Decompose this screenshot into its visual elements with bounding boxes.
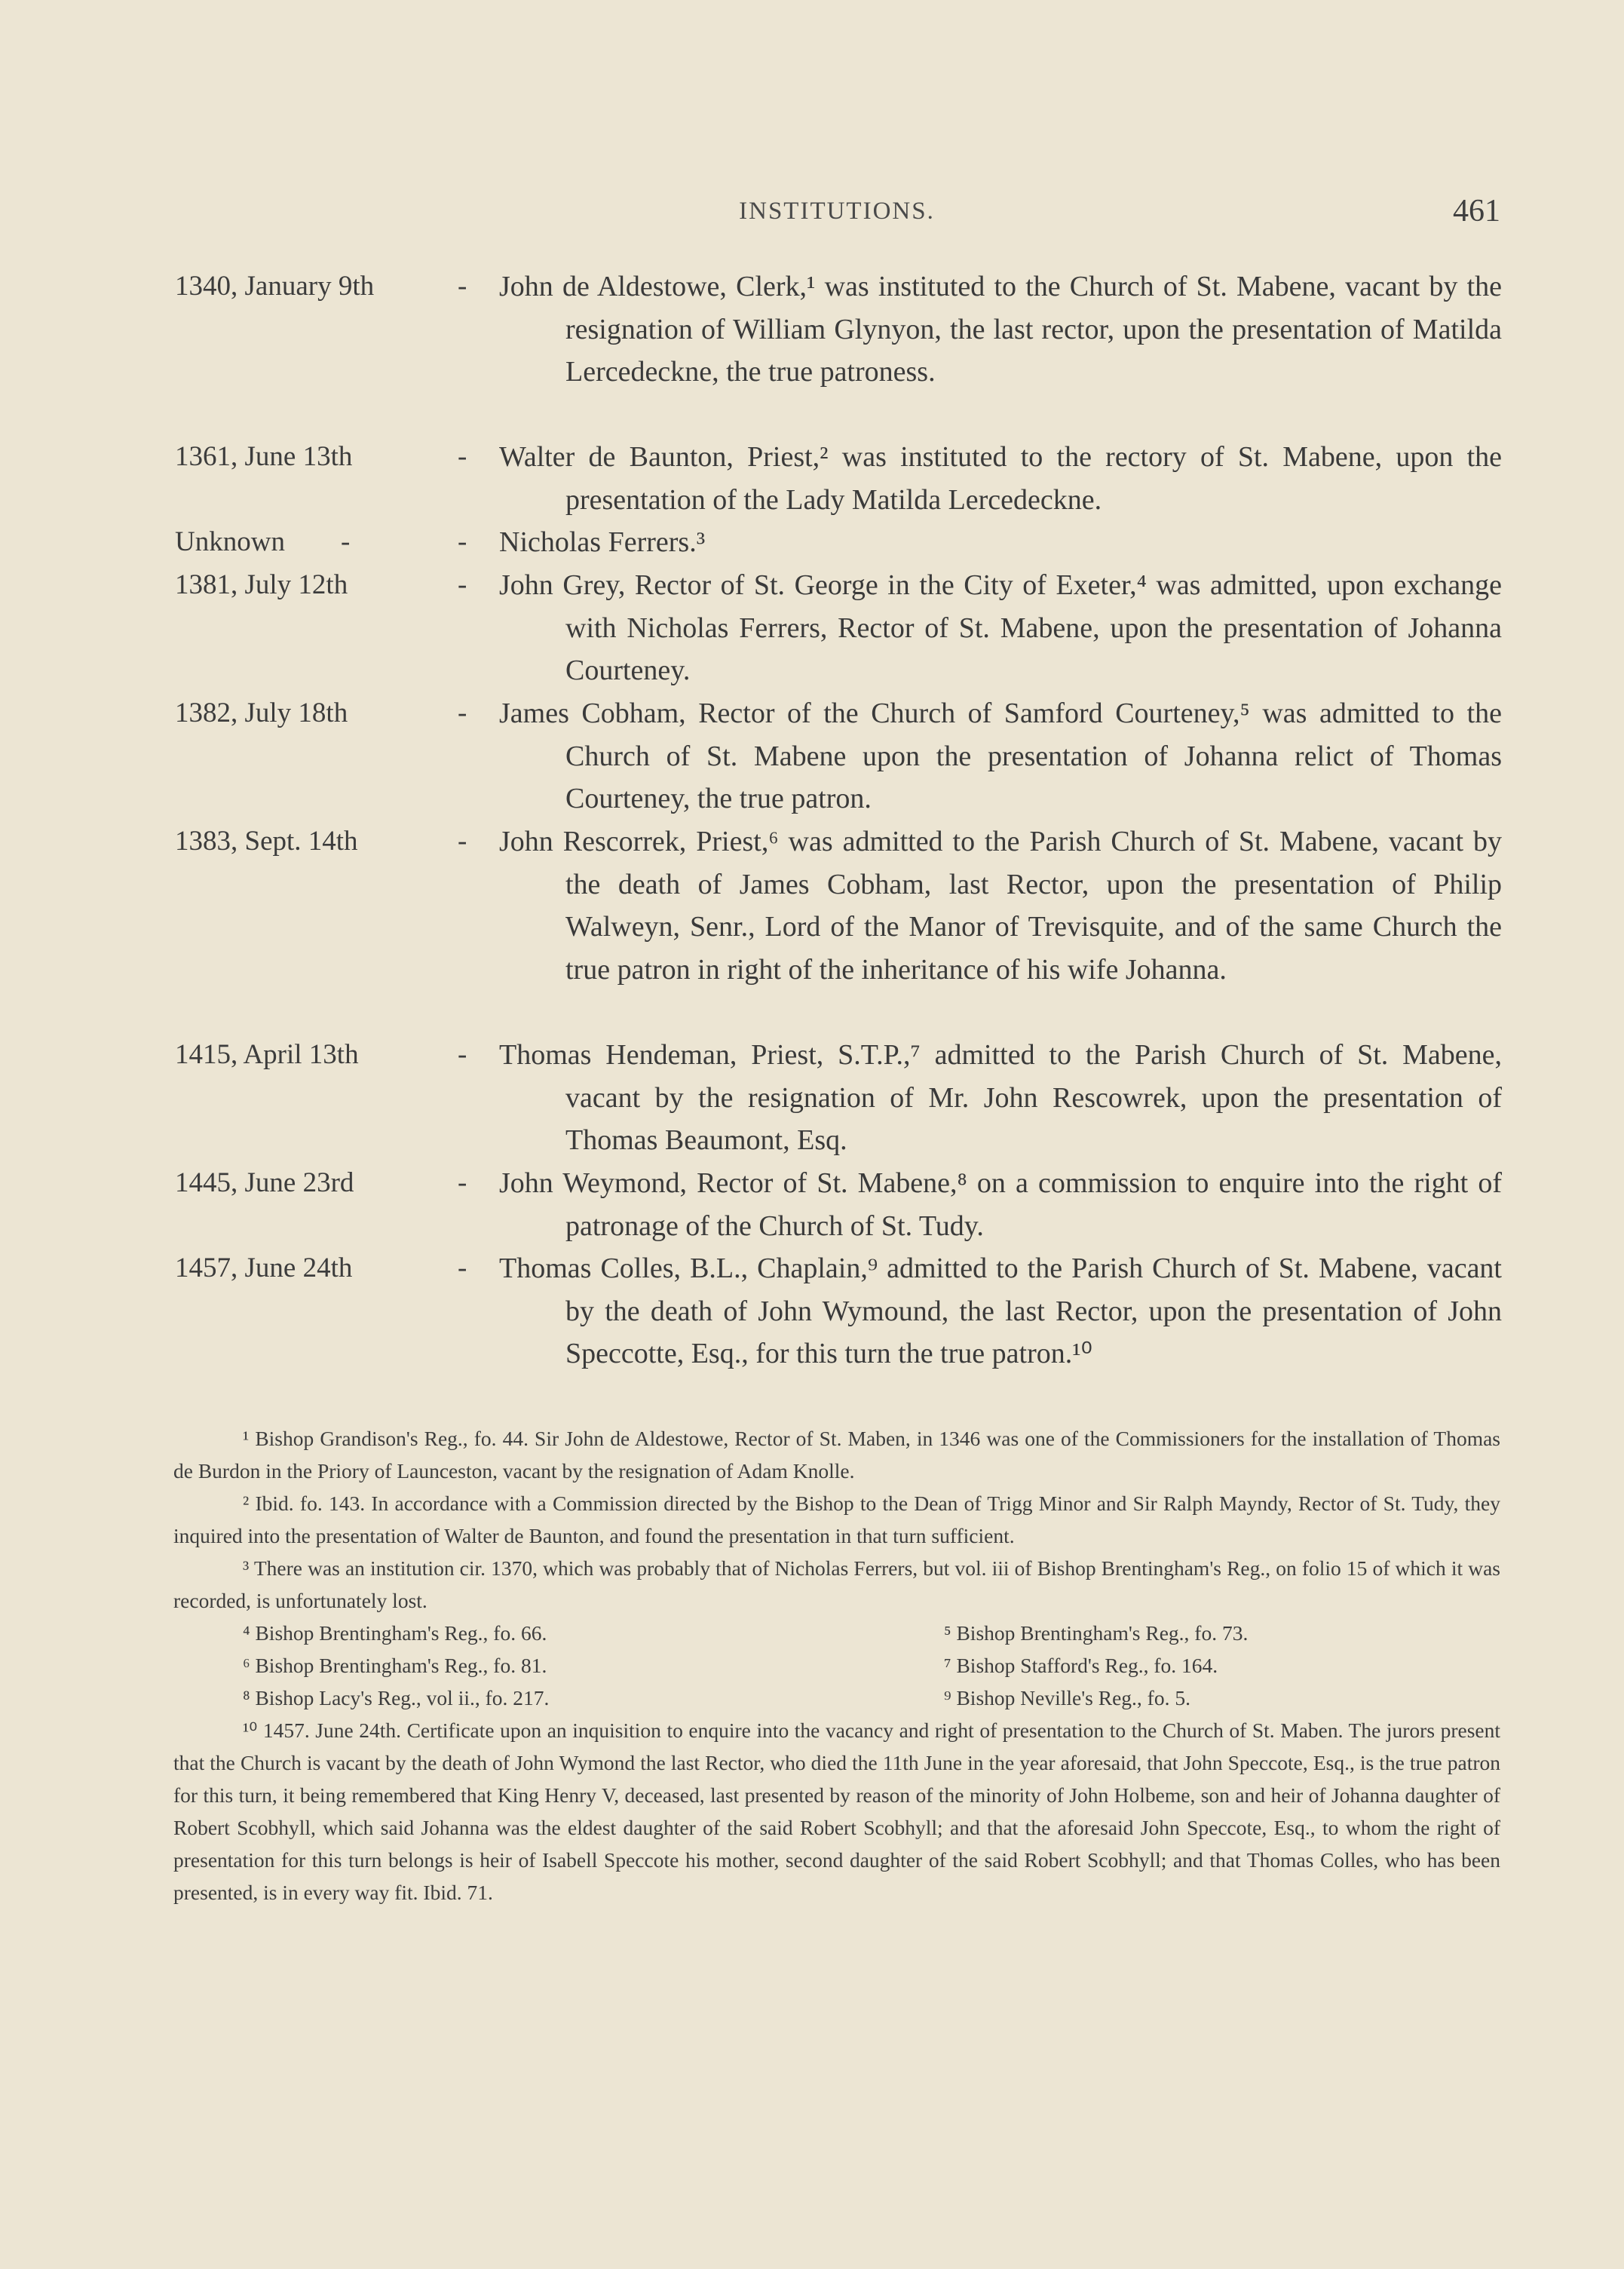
entry-dash: - [458,698,467,728]
entry-date: 1415, April 13th [175,1039,359,1070]
entry-date: 1381, July 12th [175,569,348,600]
entry-text: James Cobham, Rector of the Church of Samford Courteney,⁵ was admitted to the Church of St. Mabene upon the presentation of Johanna relict of Thomas Courteney, the true patron. [499,698,1502,814]
footnote-10: ¹⁰ 1457. June 24th. Certificate upon an inquisition to enquire into the vacancy and right of presentation to the Church of St. Maben. The jurors present that the Church is vacant by the death of John Wymond the last Rector, who died the 11th June in the year aforesaid, that John Speccote, Esq., is the true patron for this turn, it being remembered that King Henry V, deceased, last presented by reason of the minority of John Holbeme, son and heir of Johanna daughter of Robert Scobhyll, which said Johanna was the eldest daughter of the said Robert Scobhyll; and that the aforesaid John Speccote, Esq., to whom the right of presentation for this turn belongs is heir of Isabell Speccote his mother, second daughter of the said Robert Scobhyll; and that Thomas Colles, who has been presented, is in every way fit. Ibid. 71. [173,1719,1500,1904]
footnote-3: ³ There was an institution cir. 1370, which was probably that of Nicholas Ferrers, but vol. iii of Bishop Brentingham's Reg., on folio 15 of which it was recorded, is unfortunately lost. [173,1556,1500,1612]
entry-text: Walter de Baunton, Priest,² was instituted to the rectory of St. Mabene, upon the presentation of the Lady Matilda Lercedeckne. [499,441,1502,516]
footnote-1: ¹ Bishop Grandison's Reg., fo. 44. Sir John de Aldestowe, Rector of St. Maben, in 1346 was one of the Commissioners for the installation of Thomas de Burdon in the Priory of Launceston, vacant by the resignation of Adam Knolle. [173,1427,1500,1483]
entry-dash: - [458,1253,467,1283]
entry-text: Thomas Hendeman, Priest, S.T.P.,⁷ admitted to the Parish Church of St. Mabene, vacant by the resignation of Mr. John Rescowrek, upon the presentation of Thomas Beaumont, Esq. [499,1039,1502,1156]
entry-date: 1382, July 18th [175,698,348,728]
institution-entry [175,521,1502,564]
entry-dash: - [458,1039,467,1070]
page-number: 461 [1453,194,1500,228]
entry-date: 1340, January 9th [175,271,375,302]
institution-entry [175,1034,1502,1162]
entry-dash: - [458,526,467,557]
entry-date: 1445, June 23rd [175,1167,354,1198]
entry-date: 1383, Sept. 14th [175,826,358,857]
entry-dash: - [458,826,467,857]
entry-text: John Rescorrek, Priest,⁶ was admitted to the Parish Church of St. Mabene, vacant by the death of James Cobham, last Rector, upon the presentation of Philip Walweyn, Senr., Lord of the Manor of Trevisquite, and of the same Church the true patron in right of the inheritance of his wife Johanna. [499,826,1502,986]
footnote-5: ⁵ Bishop Brentingham's Reg., fo. 73. [944,1621,1249,1645]
entry-text: John Weymond, Rector of St. Mabene,⁸ on a commission to enquire into the right of patronage of the Church of St. Tudy. [499,1167,1502,1242]
institution-entry [175,436,1502,521]
entry-text: Nicholas Ferrers.³ [499,526,706,558]
footnote-9: ⁹ Bishop Neville's Reg., fo. 5. [944,1686,1190,1709]
entry-dash: - [458,569,467,600]
institutions-list [175,265,1502,1418]
entry-dash: - [458,1167,467,1198]
entry-dash: - [458,271,467,302]
institution-entry [175,820,1502,1034]
footnote-4: ⁴ Bishop Brentingham's Reg., fo. 66. [243,1621,547,1645]
entry-date: 1457, June 24th [175,1253,353,1283]
entry-text: Thomas Colles, B.L., Chaplain,⁹ admitted to the Parish Church of St. Mabene, vacant by the death of John Wymound, the last Rector, upon the presentation of John Speccotte, Esq., for this turn the true patron.¹⁰ [499,1253,1502,1369]
institution-entry [175,1247,1502,1418]
footnote-2: ² Ibid. fo. 143. In accordance with a Commission directed by the Bishop to the Dean of Trigg Minor and Sir Ralph Mayndy, Rector of St. Tudy, they inquired into the presentation of Walter de Baunton, and found the presentation in that turn sufficient. [173,1492,1500,1547]
footnote-7: ⁷ Bishop Stafford's Reg., fo. 164. [944,1654,1218,1677]
footnotes [173,1422,1500,1909]
running-title: INSTITUTIONS. [739,198,935,225]
institution-entry [175,564,1502,692]
footnote-6: ⁶ Bishop Brentingham's Reg., fo. 81. [243,1654,547,1677]
footnote-8: ⁸ Bishop Lacy's Reg., vol ii., fo. 217. [243,1686,550,1709]
entry-text: John de Aldestowe, Clerk,¹ was instituted to the Church of St. Mabene, vacant by the resignation of William Glynyon, the last rector, upon the presentation of Matilda Lercedeckne, the true patroness. [499,271,1502,388]
entry-dash: - [458,441,467,472]
running-head [173,194,1500,235]
institution-entry [175,265,1502,436]
entry-date: 1361, June 13th [175,441,353,472]
entry-date: Unknown - [175,526,351,557]
entry-text: John Grey, Rector of St. George in the City of Exeter,⁴ was admitted, upon exchange with Nicholas Ferrers, Rector of St. Mabene, upon the presentation of Johanna Courteney. [499,569,1502,686]
footnote-grid [173,1617,1500,1714]
institution-entry [175,1162,1502,1247]
institution-entry [175,692,1502,820]
